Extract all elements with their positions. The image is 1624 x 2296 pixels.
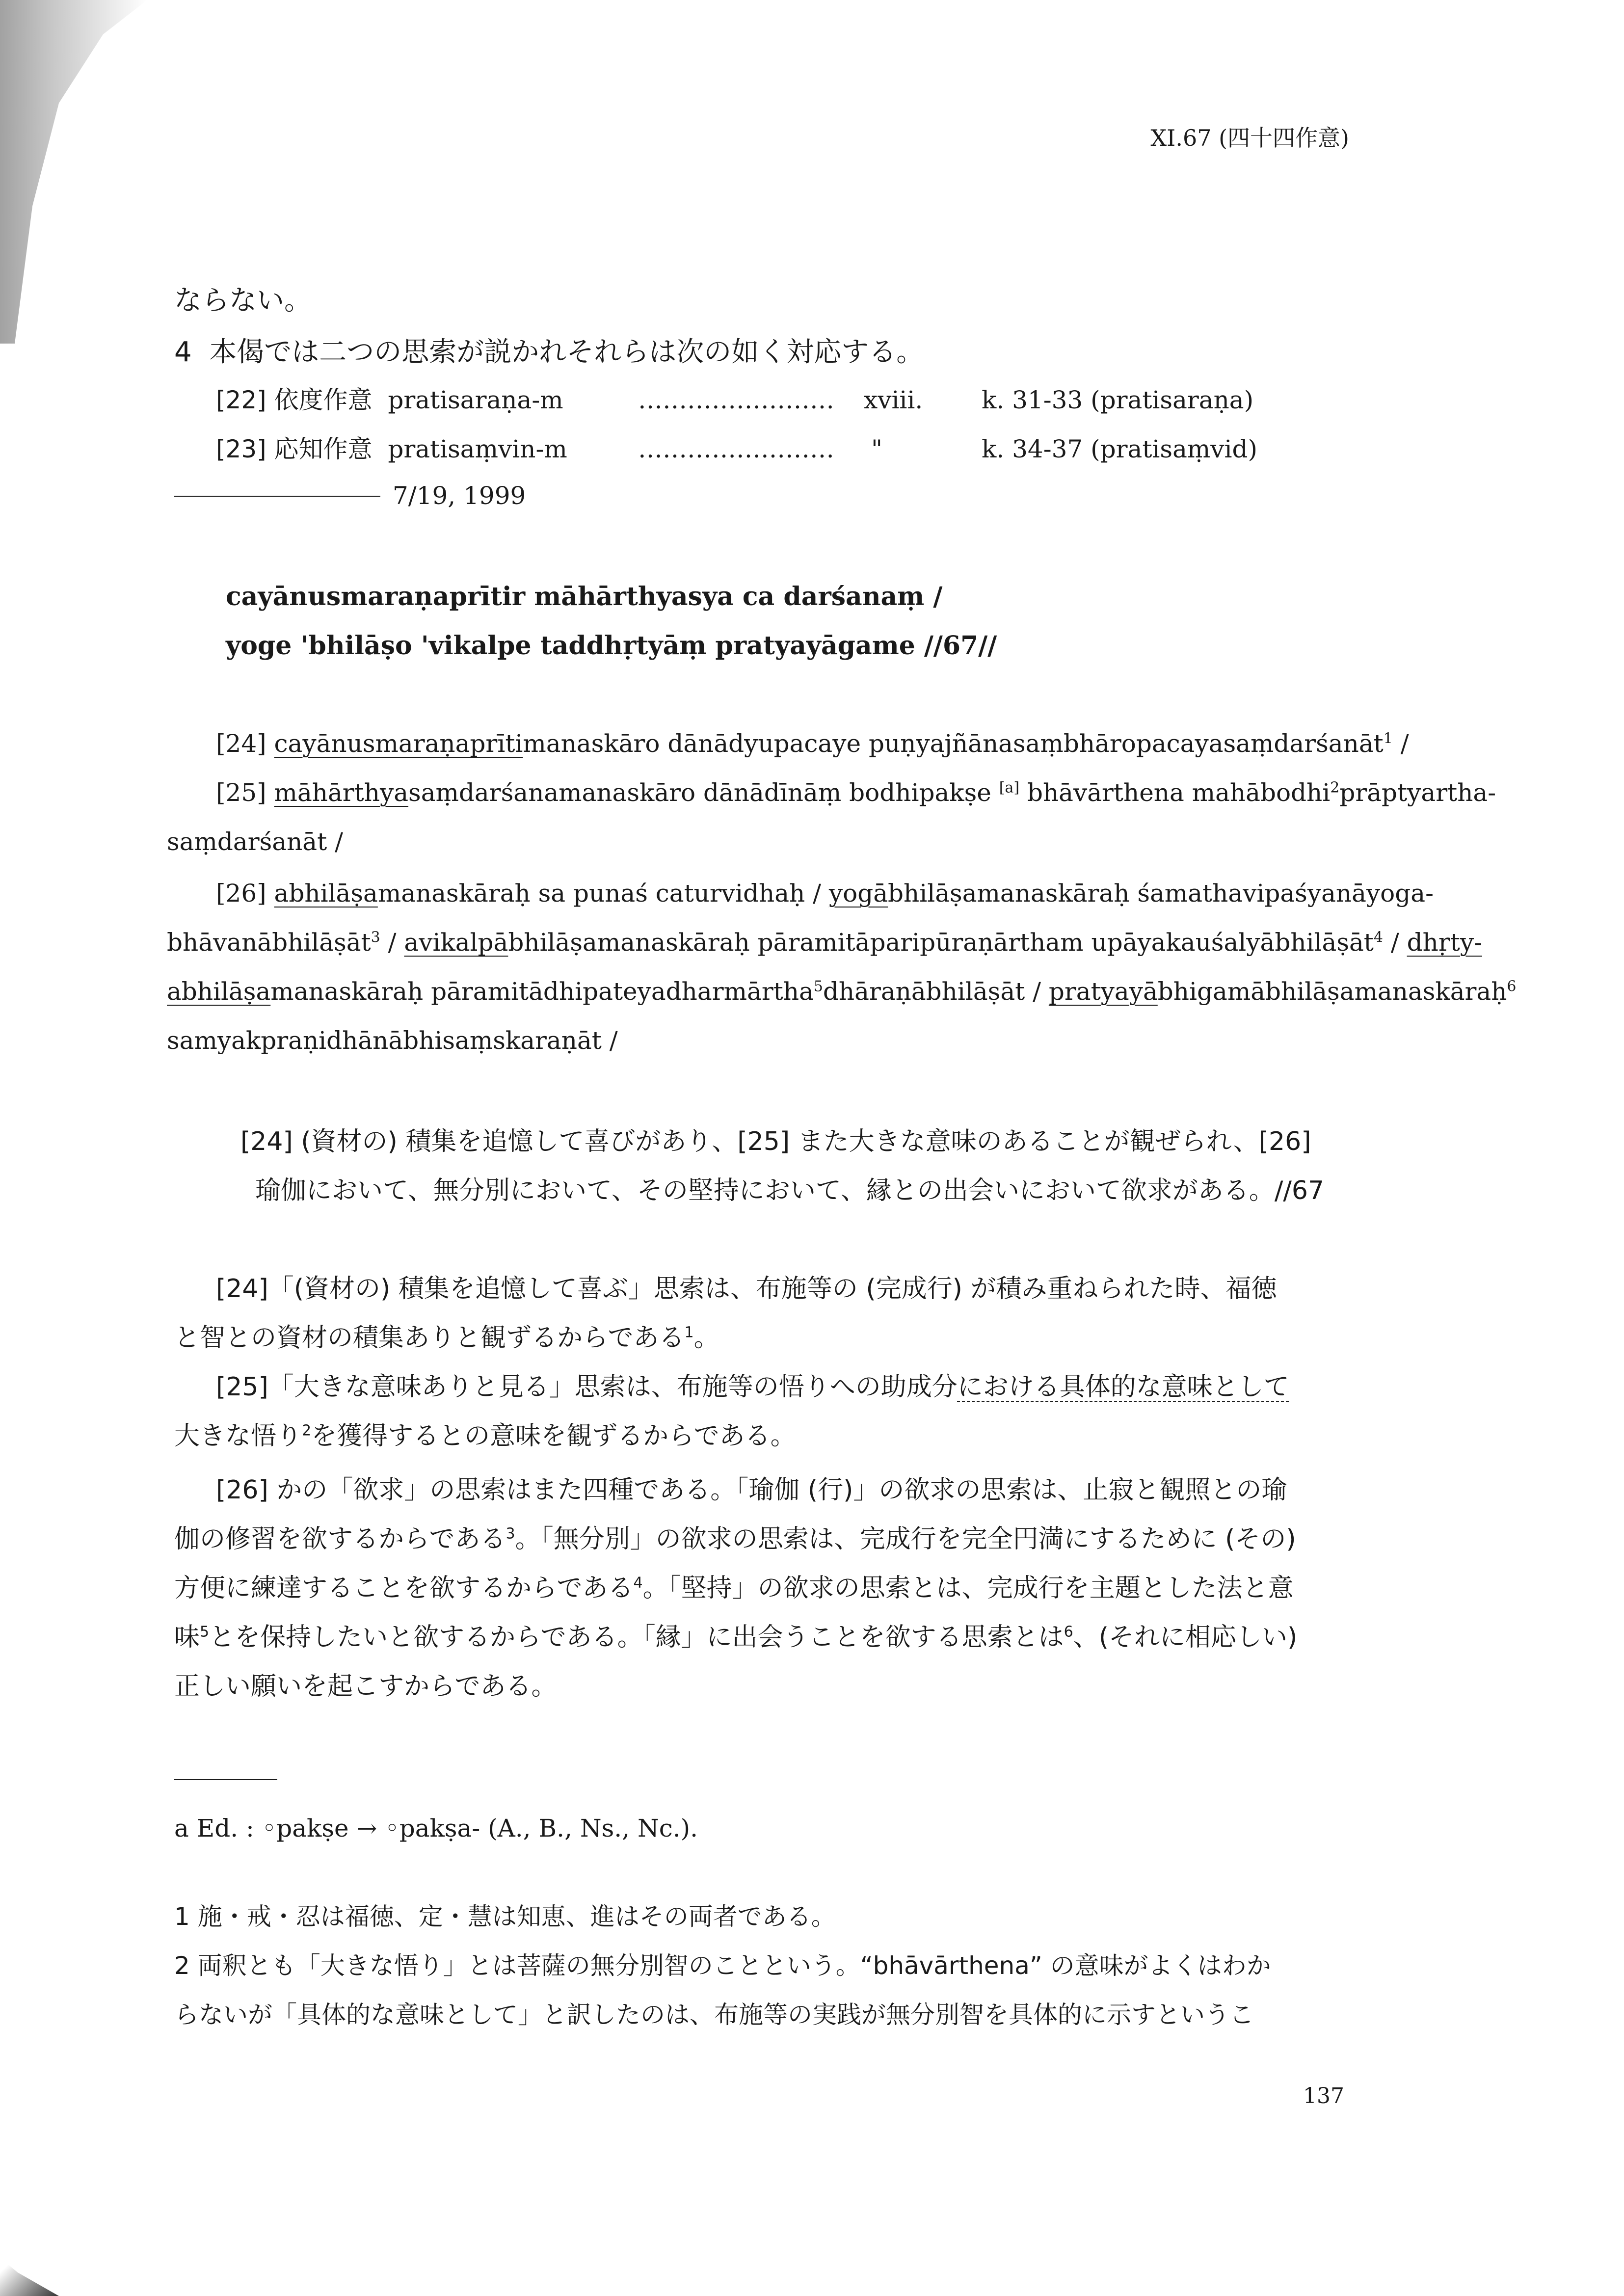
scan-shadow-top — [0, 0, 147, 344]
commentary-text: prāptyartha- — [1339, 778, 1496, 807]
translation-26-line-5: 正しい願いを起こすからである。 — [174, 1672, 557, 1701]
annotation-ref: [a] — [999, 779, 1020, 797]
footnote-ref: 4 — [1373, 929, 1383, 946]
keyword: pratyayā — [1048, 977, 1158, 1006]
keyword: cayānusmaraṇaprīti — [274, 729, 523, 758]
footnote-2-line-2: らないが「具体的な意味として」と訳したのは、布施等の実践が無分別智を具体的に示すというこ — [174, 2001, 1254, 2029]
translation-26-line-1: [26] かの「欲求」の思索はまた四種である。「瑜伽 (行)」の欲求の思索は、止寂と観照との瑜 — [216, 1475, 1287, 1505]
commentary-text: / — [1383, 928, 1407, 957]
correspondence-verse: k. 34-37 (pratisaṃvid) — [982, 435, 1258, 463]
translation-text: 方便に練達することを欲するからである — [174, 1574, 634, 1603]
commentary-25-cont: saṃdarśanāt / — [167, 828, 343, 856]
translation-text: と智との資材の積集ありと観ずるからである — [174, 1323, 685, 1353]
date-rule — [174, 496, 380, 497]
keyword: māhārthya — [274, 778, 409, 807]
correspondence-term: pratisaraṇa-m — [388, 386, 563, 414]
footnote-ref: 1 — [1383, 730, 1393, 748]
correspondence-dots: …………………… — [638, 386, 834, 414]
footnote-rule — [174, 1779, 277, 1780]
keyword: avikalpā — [404, 928, 508, 957]
footnote-2-line-1: 2 両釈とも「大きな悟り」とは菩薩の無分別智のことという。“bhāvārthena” の意味がよくはわか — [174, 1951, 1271, 1980]
footnote-ref: 1 — [684, 1324, 694, 1341]
translation-26-line-4 — [174, 1625, 1297, 1650]
translation-text: 。「堅持」の欲求の思索とは、完成行を主題とした法と意 — [642, 1574, 1294, 1603]
note-4-text: 本偈では二つの思索が説かれそれらは次の如く対応する。 — [209, 336, 924, 368]
scan-shadow-bottom — [0, 2237, 59, 2296]
translation-25-line-2 — [174, 1423, 796, 1449]
translation-text: とを保持したいと欲するからである。「縁」に出会うことを欲する思索とは — [209, 1623, 1064, 1652]
verse-line-1: cayānusmaraṇaprītir māhārthyasya ca darśanaṃ / — [226, 582, 943, 612]
commentary-text: dhāraṇābhilāṣāt / — [823, 977, 1049, 1006]
commentary-25 — [216, 780, 1496, 805]
translation-emphasis: における具体的な意味として — [957, 1372, 1289, 1402]
commentary-text: bhigamābhilāṣamanaskāraḥ — [1157, 977, 1507, 1006]
keyword: abhilāṣa — [274, 879, 378, 908]
commentary-text: bhāvanābhilāṣāt — [167, 928, 371, 957]
commentary-text: saṃdarśanamanaskāro dānādīnāṃ bodhipakṣe — [408, 778, 991, 807]
commentary-text: bhāvārthena mahābodhi — [1019, 778, 1331, 807]
running-head: XI.67 (四十四作意) — [1150, 125, 1349, 151]
correspondence-verse: k. 31-33 (pratisaraṇa) — [982, 386, 1254, 414]
verse-translation-line-1: [24] (資材の) 積集を追憶して喜びがあり、[25] また大きな意味のあることが観ぜられ、[26] — [240, 1127, 1311, 1156]
correspondence-term: pratisaṃvin-m — [388, 435, 567, 463]
para-number: [24] — [216, 729, 266, 758]
correspondence-ref: xviii. — [864, 386, 923, 414]
note-4-number: 4 — [174, 336, 192, 368]
footnote-ref: 2 — [1330, 779, 1340, 797]
footnote-ref: 4 — [633, 1574, 643, 1592]
footnote-ref: 6 — [1064, 1623, 1073, 1641]
correspondence-row — [216, 437, 567, 461]
translation-text: を獲得するとの意味を観ずるからである。 — [311, 1421, 796, 1451]
commentary-text: bhilāṣamanaskāraḥ śamathavipaśyanāyoga- — [888, 879, 1434, 908]
commentary-text: manaskāraḥ sa punaś caturvidhaḥ / — [377, 879, 829, 908]
translation-26-line-3 — [174, 1575, 1294, 1601]
commentary-text: manaskāraḥ pāramitādhipateyadharmārtha — [270, 977, 814, 1006]
footnote-ref: 5 — [200, 1623, 210, 1641]
correspondence-label: [22] 依度作意 — [216, 386, 373, 414]
translation-text: 。 — [693, 1323, 719, 1353]
correspondence-row — [216, 388, 563, 412]
commentary-26-cont: samyakpraṇidhānābhisaṃskaraṇāt / — [167, 1026, 618, 1055]
keyword: yogā — [828, 879, 888, 908]
correspondence-dots: …………………… — [638, 435, 834, 463]
correspondence-ref: " — [871, 435, 882, 463]
verse-translation-line-2: 瑜伽において、無分別において、その堅持において、縁との出会いにおいて欲求がある。//67 — [255, 1176, 1325, 1205]
date: 7/19, 1999 — [393, 481, 526, 510]
commentary-26 — [216, 881, 1434, 906]
para-number: [25] — [216, 778, 266, 807]
note-continuation: ならない。 — [174, 285, 312, 317]
keyword: dhṛty- — [1407, 928, 1482, 957]
translation-text: 。「無分別」の欲求の思索は、完成行を完全円満にするために (その) — [515, 1524, 1296, 1554]
footnote-ref: 6 — [1507, 978, 1517, 995]
commentary-26-cont — [167, 979, 1517, 1004]
translation-26-line-2 — [174, 1526, 1296, 1552]
para-number: [26] — [216, 879, 266, 908]
keyword: abhilāṣa — [167, 977, 271, 1006]
translation-text: 味 — [174, 1623, 200, 1652]
note-4 — [174, 336, 924, 368]
translation-text: 、(それに相応しい) — [1073, 1623, 1298, 1652]
commentary-24 — [216, 731, 1409, 756]
translation-text: 伽の修習を欲するからである — [174, 1524, 506, 1554]
footnote-ref: 5 — [813, 978, 823, 995]
translation-24-line-1: [24]「(資材の) 積集を追憶して喜ぶ」思索は、布施等の (完成行) が積み重ねられた時、福徳 — [216, 1274, 1277, 1304]
footnote-ref: 3 — [506, 1525, 515, 1543]
verse-line-2: yoge 'bhilāṣo 'vikalpe taddhṛtyāṃ pratyayāgame //67// — [226, 631, 997, 661]
commentary-text: manaskāro dānādyupacaye puṇyajñānasaṃbhāropacayasaṃdarśanāt — [523, 729, 1384, 758]
footnote-ref: 2 — [302, 1422, 312, 1440]
page-number: 137 — [1303, 2083, 1344, 2109]
footnote-ref: 3 — [371, 929, 380, 946]
commentary-26-cont — [167, 930, 1482, 955]
translation-text: 大きな悟り — [174, 1421, 302, 1451]
translation-25-line-1 — [216, 1374, 1289, 1400]
commentary-text: / — [380, 928, 404, 957]
commentary-text: bhilāṣamanaskāraḥ pāramitāparipūraṇārtham upāyakauśalyābhilāṣāt — [508, 928, 1374, 957]
translation-24-line-2 — [174, 1325, 719, 1351]
correspondence-label: [23] 応知作意 — [216, 435, 373, 463]
commentary-text: / — [1392, 729, 1409, 758]
footnote-1: 1 施・戒・忍は福徳、定・慧は知恵、進はその両者である。 — [174, 1902, 836, 1931]
translation-text: [25]「大きな意味ありと見る」思索は、布施等の悟りへの助成分 — [216, 1372, 958, 1402]
footnote-a: a Ed. : ◦pakṣe → ◦pakṣa- (A., B., Ns., Nc.). — [174, 1814, 698, 1842]
